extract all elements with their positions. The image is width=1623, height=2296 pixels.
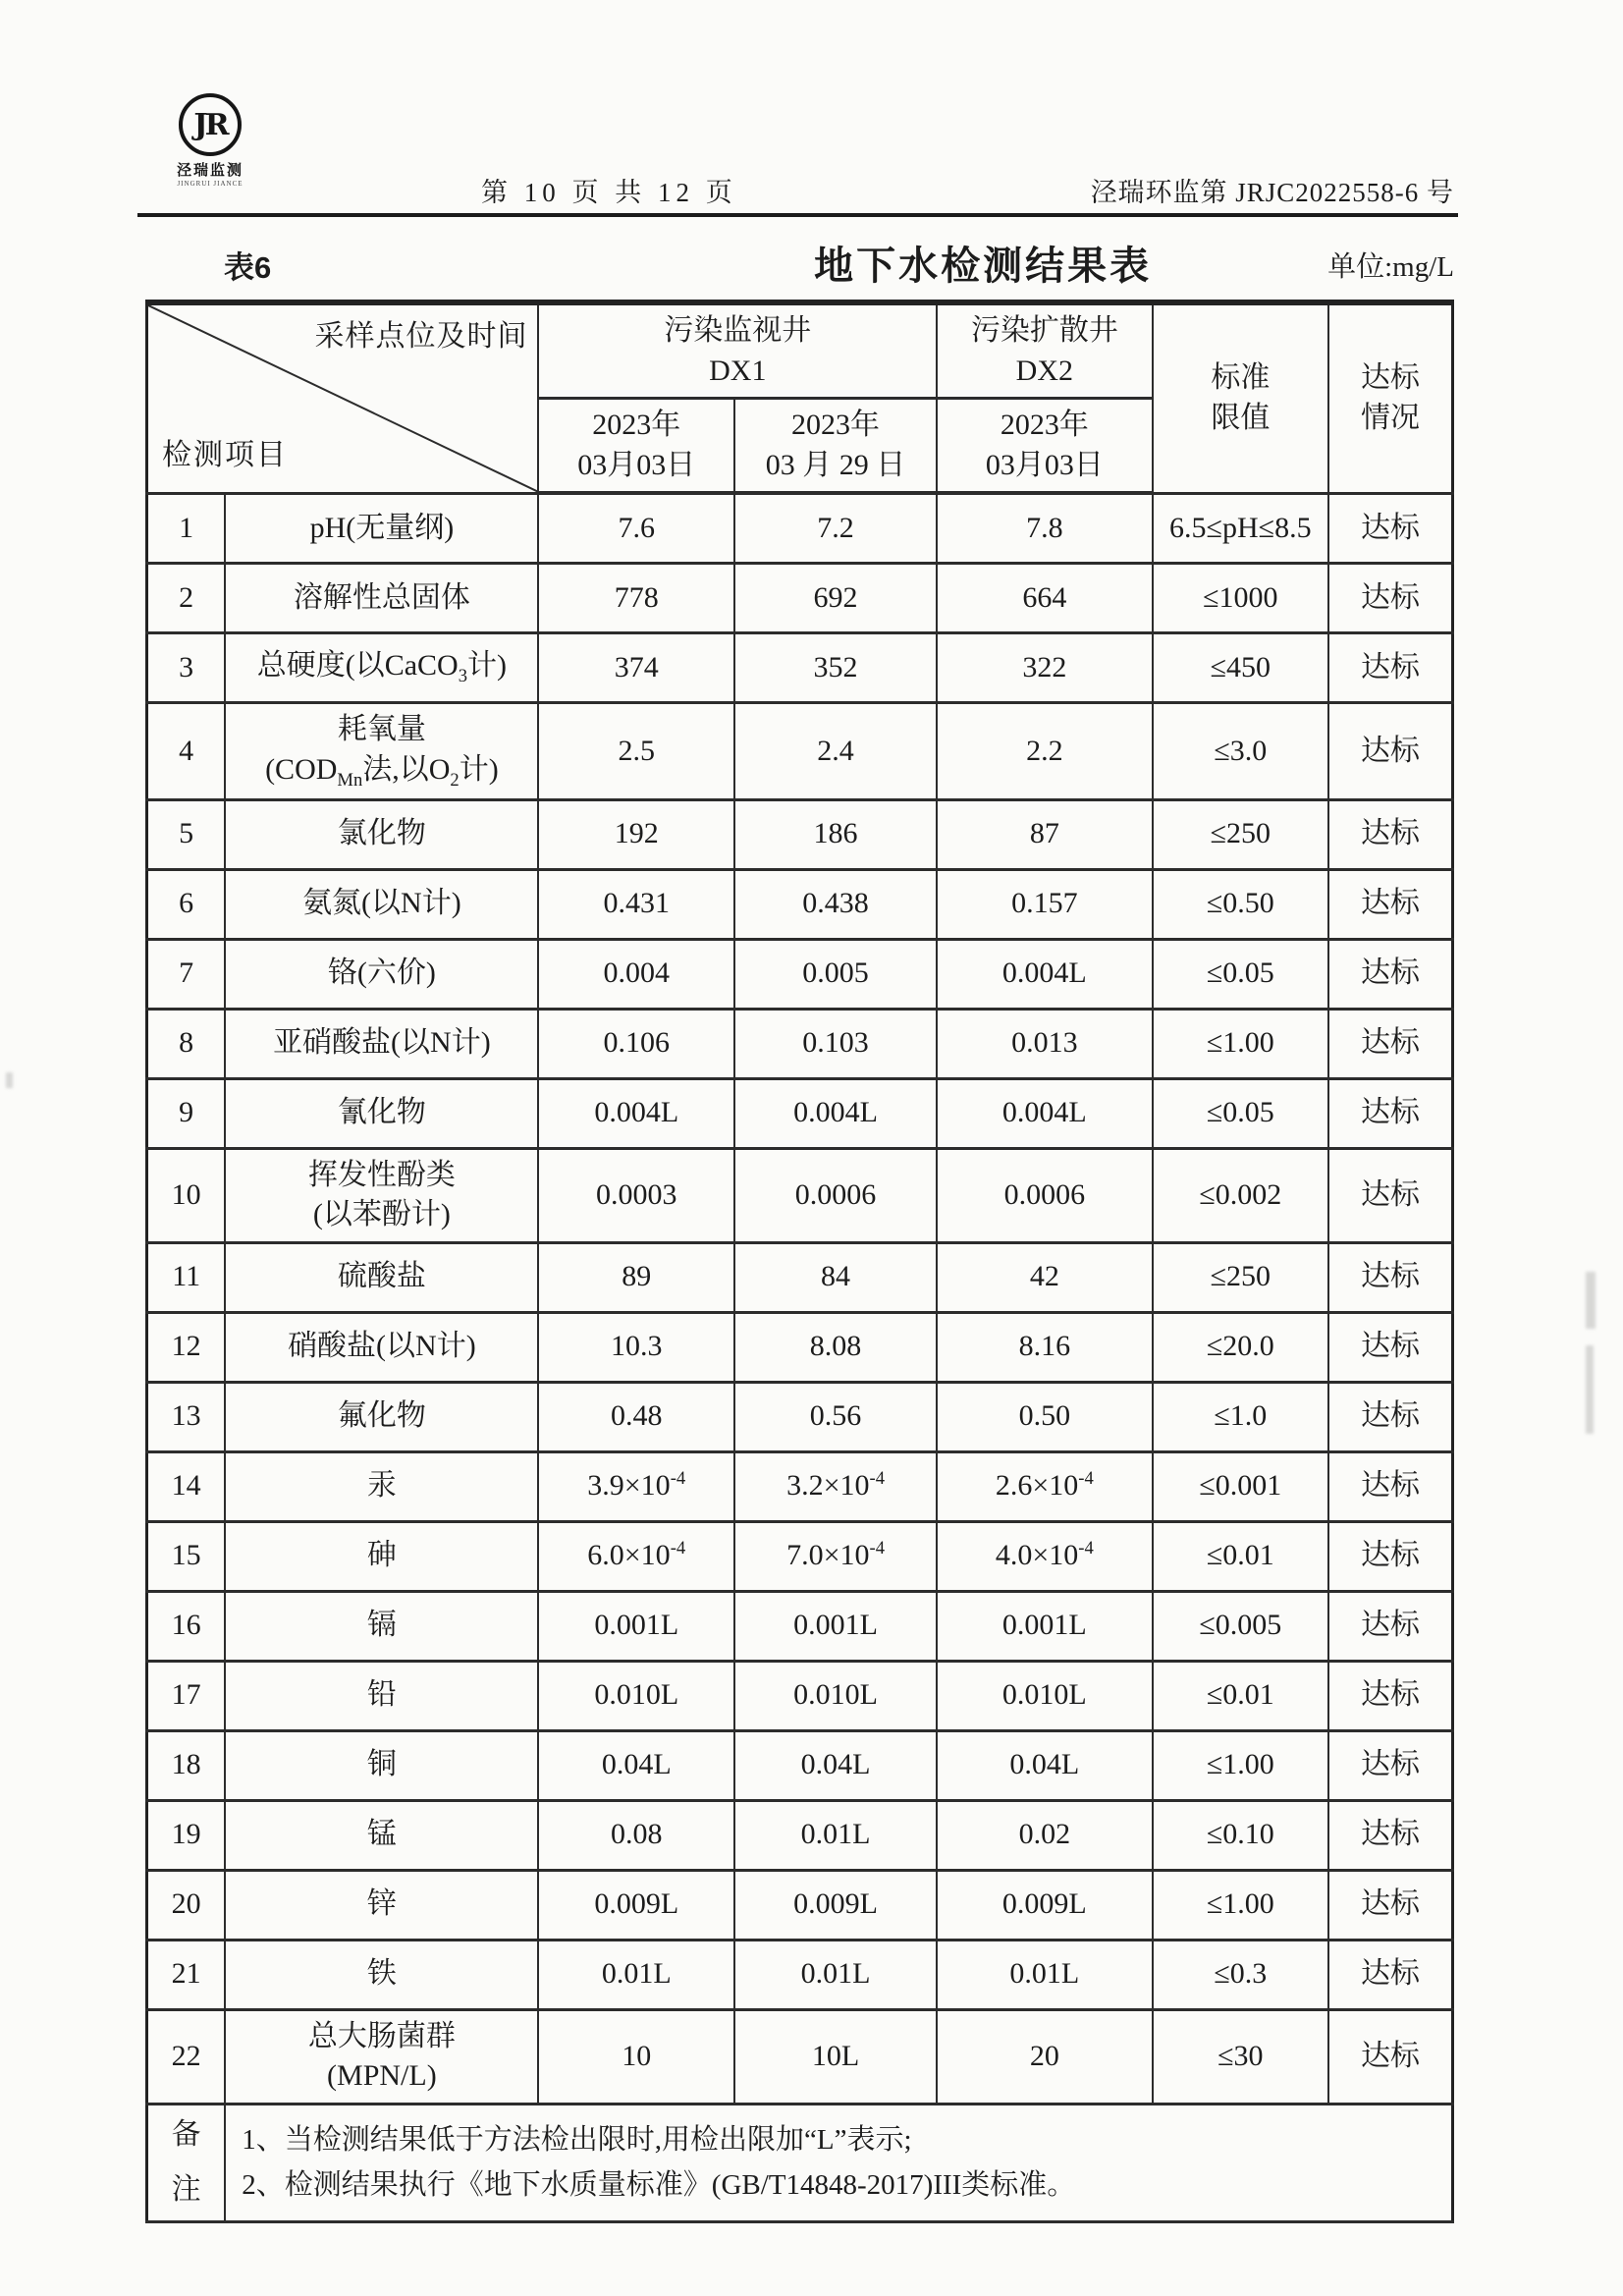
table-row bbox=[147, 2009, 1453, 2104]
table-title-row bbox=[145, 231, 1454, 294]
value-cell-dx1-date1: 192 bbox=[538, 799, 734, 869]
item-name-cell: 汞 bbox=[225, 1451, 538, 1521]
value-cell-dx1-date1: $6.0\times 10^{-4}$ bbox=[538, 1521, 734, 1591]
value-cell-dx1-date2: 0.001L bbox=[734, 1591, 937, 1661]
limit-cell: ≤3.0 bbox=[1153, 703, 1329, 800]
table-footer bbox=[147, 2104, 1453, 2221]
limit-cell: 6.5≤pH≤8.5 bbox=[1153, 493, 1329, 564]
results-table bbox=[145, 300, 1454, 2223]
value-cell-dx1-date2: 10L bbox=[734, 2009, 937, 2104]
value-cell-dx1-date1: 778 bbox=[538, 564, 734, 633]
item-name-cell: 铬(六价) bbox=[225, 939, 538, 1009]
item-name-cell: 氰化物 bbox=[225, 1078, 538, 1148]
value-cell-dx2: 87 bbox=[937, 799, 1152, 869]
status-cell: 达标 bbox=[1328, 869, 1452, 939]
value-cell-dx1-date2: 0.004L bbox=[734, 1078, 937, 1148]
diagonal-label-top: 采样点位及时间 bbox=[314, 320, 528, 353]
value-cell-dx1-date2: 0.01L bbox=[734, 1800, 937, 1870]
well-dx1-name: 污染监视井 bbox=[664, 314, 812, 347]
table-row bbox=[147, 1870, 1453, 1940]
item-name-cell: 溶解性总固体 bbox=[225, 564, 538, 633]
value-cell-dx2: 0.013 bbox=[937, 1009, 1152, 1078]
well-dx1-code: DX1 bbox=[709, 354, 767, 387]
table-row bbox=[147, 633, 1453, 703]
status-cell: 达标 bbox=[1328, 1078, 1452, 1148]
status-cell: 达标 bbox=[1328, 2009, 1452, 2104]
logo-monogram-icon: JR bbox=[179, 93, 242, 156]
row-number-cell: 11 bbox=[147, 1242, 226, 1312]
limit-header-line1: 标准 bbox=[1211, 361, 1271, 395]
status-cell: 达标 bbox=[1328, 1800, 1452, 1870]
well-dx2-header bbox=[937, 302, 1152, 399]
row-number-cell: 6 bbox=[147, 869, 226, 939]
table-body bbox=[147, 493, 1453, 2104]
status-cell: 达标 bbox=[1328, 939, 1452, 1009]
item-name-cell: 铜 bbox=[225, 1730, 538, 1800]
status-cell: 达标 bbox=[1328, 1382, 1452, 1451]
value-cell-dx1-date2: 0.01L bbox=[734, 1940, 937, 2009]
row-number-cell: 16 bbox=[147, 1591, 226, 1661]
row-number-cell: 8 bbox=[147, 1009, 226, 1078]
value-cell-dx2: 0.001L bbox=[937, 1591, 1152, 1661]
date-header-dx2 bbox=[937, 399, 1152, 494]
header-divider bbox=[137, 213, 1458, 217]
notes-label-char1: 备 bbox=[171, 2117, 201, 2151]
well-dx2-name: 污染扩散井 bbox=[970, 314, 1118, 347]
table-row bbox=[147, 1800, 1453, 1870]
row-number-cell: 9 bbox=[147, 1078, 226, 1148]
table-row bbox=[147, 1312, 1453, 1382]
status-cell: 达标 bbox=[1328, 799, 1452, 869]
value-cell-dx1-date2: 352 bbox=[734, 633, 937, 703]
limit-cell: ≤250 bbox=[1153, 1242, 1329, 1312]
notes-label-cell bbox=[147, 2104, 226, 2221]
row-number-cell: 5 bbox=[147, 799, 226, 869]
value-cell-dx2: 42 bbox=[937, 1242, 1152, 1312]
row-number-cell: 22 bbox=[147, 2009, 226, 2104]
status-cell: 达标 bbox=[1328, 703, 1452, 800]
value-cell-dx1-date2: 0.56 bbox=[734, 1382, 937, 1451]
page-title: 地下水检测结果表 bbox=[814, 245, 1153, 288]
diagonal-header-cell bbox=[147, 302, 539, 493]
item-name-cell: pH(无量纲) bbox=[225, 493, 538, 564]
row-number-cell: 15 bbox=[147, 1521, 226, 1591]
status-cell: 达标 bbox=[1328, 1148, 1452, 1242]
table-label: 表6 bbox=[224, 250, 272, 285]
limit-cell: ≤1000 bbox=[1153, 564, 1329, 633]
limit-cell: ≤1.0 bbox=[1153, 1382, 1329, 1451]
item-name-cell: 总硬度(以CaCO$_3$计) bbox=[225, 633, 538, 703]
row-number-cell: 17 bbox=[147, 1661, 226, 1730]
header-row-wells bbox=[147, 302, 1453, 399]
scan-artifact bbox=[6, 1072, 13, 1088]
table-row bbox=[147, 1451, 1453, 1521]
status-cell: 达标 bbox=[1328, 1940, 1452, 2009]
value-cell-dx1-date1: 0.001L bbox=[538, 1591, 734, 1661]
item-name-cell: 镉 bbox=[225, 1591, 538, 1661]
limit-cell: ≤0.001 bbox=[1153, 1451, 1329, 1521]
status-cell: 达标 bbox=[1328, 1242, 1452, 1312]
date-year: 2023年 bbox=[791, 409, 881, 441]
value-cell-dx1-date1: 2.5 bbox=[538, 703, 734, 800]
value-cell-dx1-date1: 0.431 bbox=[538, 869, 734, 939]
note-line-1: 1、当检测结果低于方法检出限时,用检出限加“L”表示; bbox=[242, 2123, 912, 2156]
row-number-cell: 3 bbox=[147, 633, 226, 703]
value-cell-dx2: 322 bbox=[937, 633, 1152, 703]
value-cell-dx2: 0.01L bbox=[937, 1940, 1152, 2009]
table-row bbox=[147, 1078, 1453, 1148]
value-cell-dx1-date2: 2.4 bbox=[734, 703, 937, 800]
value-cell-dx1-date2: 0.010L bbox=[734, 1661, 937, 1730]
table-row bbox=[147, 1591, 1453, 1661]
status-header bbox=[1328, 302, 1452, 493]
value-cell-dx2: 0.004L bbox=[937, 1078, 1152, 1148]
status-cell: 达标 bbox=[1328, 1451, 1452, 1521]
value-cell-dx1-date1: 0.004L bbox=[538, 1078, 734, 1148]
limit-cell: ≤0.002 bbox=[1153, 1148, 1329, 1242]
value-cell-dx2: 0.157 bbox=[937, 869, 1152, 939]
well-dx1-header bbox=[538, 302, 937, 399]
value-cell-dx1-date2: 186 bbox=[734, 799, 937, 869]
value-cell-dx1-date2: 84 bbox=[734, 1242, 937, 1312]
value-cell-dx1-date1: 0.04L bbox=[538, 1730, 734, 1800]
limit-cell: ≤30 bbox=[1153, 2009, 1329, 2104]
value-cell-dx2: 664 bbox=[937, 564, 1152, 633]
item-name-cell: 铅 bbox=[225, 1661, 538, 1730]
date-day: 03月03日 bbox=[577, 448, 696, 481]
well-dx2-code: DX2 bbox=[1015, 354, 1074, 387]
table-row bbox=[147, 939, 1453, 1009]
limit-cell: ≤20.0 bbox=[1153, 1312, 1329, 1382]
row-number-cell: 2 bbox=[147, 564, 226, 633]
limit-cell: ≤450 bbox=[1153, 633, 1329, 703]
status-cell: 达标 bbox=[1328, 493, 1452, 564]
table-row bbox=[147, 1009, 1453, 1078]
notes-row bbox=[147, 2104, 1453, 2221]
item-name-cell: 锌 bbox=[225, 1870, 538, 1940]
table-row bbox=[147, 493, 1453, 564]
value-cell-dx1-date1: 0.009L bbox=[538, 1870, 734, 1940]
row-number-cell: 10 bbox=[147, 1148, 226, 1242]
value-cell-dx1-date2: $3.2\times 10^{-4}$ bbox=[734, 1451, 937, 1521]
value-cell-dx1-date1: 374 bbox=[538, 633, 734, 703]
row-number-cell: 19 bbox=[147, 1800, 226, 1870]
item-name-cell: 挥发性酚类 (以苯酚计) bbox=[225, 1148, 538, 1242]
notes-label-char2: 注 bbox=[171, 2173, 201, 2207]
logo-pinyin: JINGRUI JIANCE bbox=[177, 180, 243, 188]
value-cell-dx1-date1: 0.48 bbox=[538, 1382, 734, 1451]
row-number-cell: 1 bbox=[147, 493, 226, 564]
table-row bbox=[147, 1940, 1453, 2009]
note-line-2: 2、检测结果执行《地下水质量标准》(GB/T14848-2017)III类标准。 bbox=[242, 2169, 1076, 2202]
table-row bbox=[147, 869, 1453, 939]
logo-company-name: 泾瑞监测 bbox=[176, 163, 243, 179]
table-row bbox=[147, 799, 1453, 869]
date-day: 03月03日 bbox=[985, 448, 1104, 481]
limit-header bbox=[1153, 302, 1329, 493]
item-name-cell: 亚硝酸盐(以N计) bbox=[225, 1009, 538, 1078]
status-cell: 达标 bbox=[1328, 564, 1452, 633]
value-cell-dx1-date2: 0.005 bbox=[734, 939, 937, 1009]
limit-cell: ≤0.05 bbox=[1153, 1078, 1329, 1148]
value-cell-dx1-date1: 0.08 bbox=[538, 1800, 734, 1870]
scan-artifact bbox=[1586, 1345, 1594, 1434]
item-name-cell: 铁 bbox=[225, 1940, 538, 2009]
table-row bbox=[147, 564, 1453, 633]
limit-cell: ≤1.00 bbox=[1153, 1730, 1329, 1800]
value-cell-dx1-date1: 10 bbox=[538, 2009, 734, 2104]
status-header-line1: 达标 bbox=[1361, 361, 1421, 395]
row-number-cell: 13 bbox=[147, 1382, 226, 1451]
date-day: 03 月 29 日 bbox=[765, 448, 906, 481]
status-cell: 达标 bbox=[1328, 1661, 1452, 1730]
page-number: 第 10 页 共 12 页 bbox=[481, 178, 737, 207]
value-cell-dx2: 0.009L bbox=[937, 1870, 1152, 1940]
status-cell: 达标 bbox=[1328, 1591, 1452, 1661]
table-row bbox=[147, 1148, 1453, 1242]
value-cell-dx2: 0.0006 bbox=[937, 1148, 1152, 1242]
item-name-cell: 氟化物 bbox=[225, 1382, 538, 1451]
table-row bbox=[147, 1382, 1453, 1451]
limit-cell: ≤1.00 bbox=[1153, 1870, 1329, 1940]
value-cell-dx1-date2: 7.2 bbox=[734, 493, 937, 564]
scan-artifact bbox=[1586, 1272, 1596, 1329]
table-header bbox=[147, 302, 1453, 493]
date-header-dx1-1 bbox=[538, 399, 734, 494]
value-cell-dx2: 8.16 bbox=[937, 1312, 1152, 1382]
value-cell-dx1-date2: 0.438 bbox=[734, 869, 937, 939]
status-cell: 达标 bbox=[1328, 1009, 1452, 1078]
table-row bbox=[147, 1521, 1453, 1591]
value-cell-dx1-date1: 0.004 bbox=[538, 939, 734, 1009]
limit-cell: ≤0.3 bbox=[1153, 1940, 1329, 2009]
status-cell: 达标 bbox=[1328, 1312, 1452, 1382]
limit-cell: ≤250 bbox=[1153, 799, 1329, 869]
limit-cell: ≤0.05 bbox=[1153, 939, 1329, 1009]
item-name-cell: 总大肠菌群 (MPN/L) bbox=[225, 2009, 538, 2104]
company-logo bbox=[151, 93, 269, 188]
value-cell-dx1-date2: $7.0\times 10^{-4}$ bbox=[734, 1521, 937, 1591]
value-cell-dx2: 2.2 bbox=[937, 703, 1152, 800]
value-cell-dx1-date1: 0.01L bbox=[538, 1940, 734, 2009]
status-cell: 达标 bbox=[1328, 1521, 1452, 1591]
date-header-dx1-2 bbox=[734, 399, 937, 494]
row-number-cell: 21 bbox=[147, 1940, 226, 2009]
value-cell-dx2: 20 bbox=[937, 2009, 1152, 2104]
limit-cell: ≤0.50 bbox=[1153, 869, 1329, 939]
row-number-cell: 4 bbox=[147, 703, 226, 800]
status-cell: 达标 bbox=[1328, 1870, 1452, 1940]
status-cell: 达标 bbox=[1328, 1730, 1452, 1800]
value-cell-dx1-date2: 0.103 bbox=[734, 1009, 937, 1078]
row-number-cell: 20 bbox=[147, 1870, 226, 1940]
value-cell-dx1-date2: 0.009L bbox=[734, 1870, 937, 1940]
value-cell-dx1-date1: $3.9\times 10^{-4}$ bbox=[538, 1451, 734, 1521]
value-cell-dx1-date1: 0.010L bbox=[538, 1661, 734, 1730]
item-name-cell: 氯化物 bbox=[225, 799, 538, 869]
value-cell-dx2: $2.6\times 10^{-4}$ bbox=[937, 1451, 1152, 1521]
value-cell-dx2: 0.50 bbox=[937, 1382, 1152, 1451]
diagonal-label-bottom: 检测项目 bbox=[162, 439, 288, 471]
limit-cell: ≤1.00 bbox=[1153, 1009, 1329, 1078]
row-number-cell: 12 bbox=[147, 1312, 226, 1382]
date-year: 2023年 bbox=[592, 409, 681, 441]
item-name-cell: 硫酸盐 bbox=[225, 1242, 538, 1312]
value-cell-dx2: $4.0\times 10^{-4}$ bbox=[937, 1521, 1152, 1591]
value-cell-dx1-date1: 0.106 bbox=[538, 1009, 734, 1078]
value-cell-dx1-date1: 7.6 bbox=[538, 493, 734, 564]
limit-cell: ≤0.01 bbox=[1153, 1661, 1329, 1730]
value-cell-dx1-date1: 89 bbox=[538, 1242, 734, 1312]
table-row bbox=[147, 703, 1453, 800]
report-number: 泾瑞环监第 JRJC2022558-6 号 bbox=[1090, 178, 1454, 207]
value-cell-dx1-date1: 10.3 bbox=[538, 1312, 734, 1382]
value-cell-dx2: 0.010L bbox=[937, 1661, 1152, 1730]
limit-header-line2: 限值 bbox=[1211, 401, 1271, 434]
status-cell: 达标 bbox=[1328, 633, 1452, 703]
value-cell-dx1-date1: 0.0003 bbox=[538, 1148, 734, 1242]
value-cell-dx1-date2: 0.0006 bbox=[734, 1148, 937, 1242]
value-cell-dx1-date2: 692 bbox=[734, 564, 937, 633]
item-name-cell: 硝酸盐(以N计) bbox=[225, 1312, 538, 1382]
item-name-cell: 锰 bbox=[225, 1800, 538, 1870]
limit-cell: ≤0.01 bbox=[1153, 1521, 1329, 1591]
page-header bbox=[145, 93, 1454, 213]
date-year: 2023年 bbox=[1000, 409, 1089, 441]
value-cell-dx2: 7.8 bbox=[937, 493, 1152, 564]
item-name-cell: 氨氮(以N计) bbox=[225, 869, 538, 939]
limit-cell: ≤0.10 bbox=[1153, 1800, 1329, 1870]
row-number-cell: 7 bbox=[147, 939, 226, 1009]
value-cell-dx2: 0.004L bbox=[937, 939, 1152, 1009]
value-cell-dx2: 0.04L bbox=[937, 1730, 1152, 1800]
row-number-cell: 14 bbox=[147, 1451, 226, 1521]
table-row bbox=[147, 1661, 1453, 1730]
item-name-cell: 耗氧量 ($COD_{Mn}$法,以$O_2$计) bbox=[225, 703, 538, 800]
unit-label: 单位:mg/L bbox=[1327, 251, 1454, 283]
limit-cell: ≤0.005 bbox=[1153, 1591, 1329, 1661]
row-number-cell: 18 bbox=[147, 1730, 226, 1800]
value-cell-dx2: 0.02 bbox=[937, 1800, 1152, 1870]
value-cell-dx1-date2: 8.08 bbox=[734, 1312, 937, 1382]
item-name-cell: 砷 bbox=[225, 1521, 538, 1591]
notes-content-cell bbox=[225, 2104, 1452, 2221]
value-cell-dx1-date2: 0.04L bbox=[734, 1730, 937, 1800]
table-row bbox=[147, 1242, 1453, 1312]
table-row bbox=[147, 1730, 1453, 1800]
status-header-line2: 情况 bbox=[1361, 401, 1421, 434]
